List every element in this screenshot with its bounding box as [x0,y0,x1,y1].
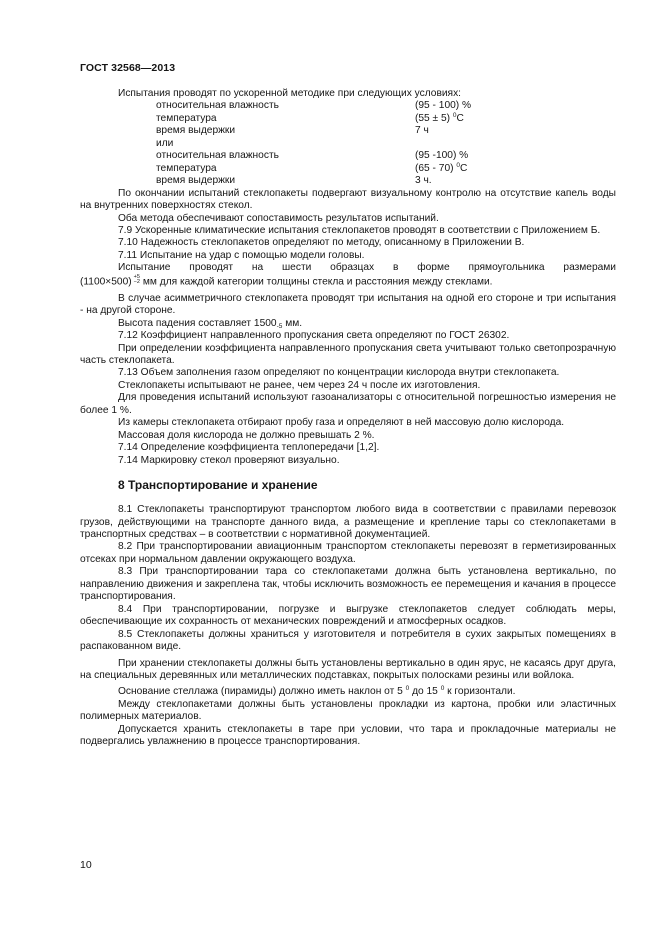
temperature-value: (65 - 70) [415,162,457,174]
paragraph: По окончании испытаний стеклопакеты подвергают визуальному контролю на отсутствие капель воды на внутренних поверхностях стекол. [80,187,616,212]
height-tolerance: -5 [276,322,283,330]
paragraph-text: Высота падения составляет 1500 [118,317,277,329]
condition-label: относительная влажность [156,150,279,162]
document-code-header: ГОСТ 32568—2013 [80,62,176,74]
paragraph: 8.4 При транспортировании, погрузке и выгрузке стеклопакетов следует соблюдать меры, обеспечивающие их сохранность от механических повреждений и атмосферных осадков. [80,603,616,628]
condition-label: относительная влажность [156,100,279,112]
paragraph: Оба метода обеспечивают сопоставимость результатов испытаний. [118,212,439,224]
condition-value: (95 -100) % [415,150,469,162]
or-label: или [156,137,174,149]
size-tolerance [134,275,140,286]
paragraph-text: мм для каждой категории толщины стекла и расстояния между стеклами. [142,276,493,288]
paragraph-text: Основание стеллажа (пирамиды) должно иметь наклон от 5 [118,686,406,698]
condition-row [80,113,616,125]
paragraph: 8.1 Стеклопакеты транспортируют транспортом любого вида в соответствии с правилами перевозок грузов, действующими на транспорте данного вида, а размещение и крепление тары со стеклопакетами в транспортных средствах – в соответствии с нормативной документацией. [80,504,616,540]
paragraph: 8.5 Стеклопакеты должны храниться у изготовителя и потребителя в сухих закрытых помещениях в распакованном виде. [80,628,616,653]
paragraph-text: мм. [282,317,303,329]
paragraph: Испытание проводят на шести образцах в форме прямоугольника размерами [118,262,616,274]
paragraph: Из камеры стеклопакета отбирают пробу газа и определяют в ней массовую долю кислорода. [118,417,565,429]
section-title: 8 Транспортирование и хранение [118,478,318,493]
degree-mark: 0 [456,161,460,169]
paragraph-text: к горизонтали. [444,686,516,698]
condition-value [415,113,616,125]
paragraph: В случае асимметричного стеклопакета проводят три испытания на одной его стороне и три испытания - на другой стороне. [80,292,616,317]
condition-row [80,125,616,137]
condition-label: температура [156,112,217,124]
document-body [80,88,616,749]
sample-size: (1100×500) [80,276,132,288]
condition-label: время выдержки [156,125,236,137]
condition-or-row [80,138,616,150]
tolerance-minus: −2 [133,279,140,286]
paragraph [80,318,616,330]
degree-mark: 0 [452,111,457,119]
condition-value: 7 ч [415,125,429,137]
paragraph: 8.2 При транспортировании авиационным транспортом стеклопакеты перевозят в герметизированных отсеках при нормальном давлении окружающего воздуха. [80,541,616,565]
paragraph: 8.3 При транспортировании тара со стеклопакетами должна быть установлена вертикально, по направлению движения и закреплена так, чтобы исключить возможность ее перемещения и качания в процессе транспортирования. [80,566,616,603]
condition-row [80,175,616,187]
condition-value: 3 ч. [415,175,432,187]
degree-mark: 0 [440,685,445,693]
paragraph: При хранении стеклопакеты должны быть установлены вертикально в один ярус, не касаясь друг друга, на специальных деревянных или металлических подставках, покрытых полосками резины или войлока. [80,657,616,681]
page-number: 10 [80,859,92,871]
paragraph: 7.13 Объем заполнения газом определяют по концентрации кислорода внутри стеклопакета. [118,367,560,379]
paragraph: Стеклопакеты испытывают не ранее, чем через 24 ч после их изготовления. [118,379,481,391]
paragraph: При определении коэффициента направленного пропускания света учитывают только светопрозрачную часть стеклопакета. [80,342,616,367]
condition-label: температура [156,162,217,174]
condition-value: (95 - 100) % [415,100,472,112]
paragraph [80,275,616,289]
condition-label: время выдержки [156,175,236,187]
condition-row [80,100,616,112]
condition-row [80,163,616,175]
paragraph [80,686,616,698]
paragraph: 7.10 Надежность стеклопакетов определяют по методу, описанному в Приложении В. [118,237,525,249]
paragraph: 7.11 Испытание на удар с помощью модели головы. [118,249,365,261]
paragraph: 7.9 Ускоренные климатические испытания стеклопакетов проводят в соответствии с Приложением Б. [118,224,601,236]
tolerance-plus: +5 [133,273,140,280]
paragraph: 7.12 Коэффициент направленного пропускания света определяют по ГОСТ 26302. [118,330,510,342]
conditions-intro: Испытания проводят по ускоренной методике при следующих условиях: [118,88,462,99]
condition-value [415,163,616,175]
paragraph: Допускается хранить стеклопакеты в таре при условии, что тара и прокладочные материалы не подвергались увлажнению в процессе транспортирования. [80,723,616,748]
degree-mark: 0 [405,685,410,693]
temperature-unit: С [459,162,468,174]
condition-row [80,150,616,162]
paragraph-text: до 15 [409,686,441,698]
paragraph: 7.14 Маркировку стекол проверяют визуально. [118,454,340,466]
paragraph: 7.14 Определение коэффициента теплопередачи [1,2]. [118,442,380,454]
paragraph: Массовая доля кислорода не должно превышать 2 %. [118,429,375,441]
paragraph: Для проведения испытаний используют газоанализаторы с относительной погрешностью измерения не более 1 %. [80,392,616,416]
temperature-unit: С [456,112,464,124]
paragraph: Между стеклопакетами должны быть установлены прокладки из картона, пробки или эластичных полимерных материалов. [80,698,616,723]
temperature-value: (55 ± 5) [415,112,453,124]
